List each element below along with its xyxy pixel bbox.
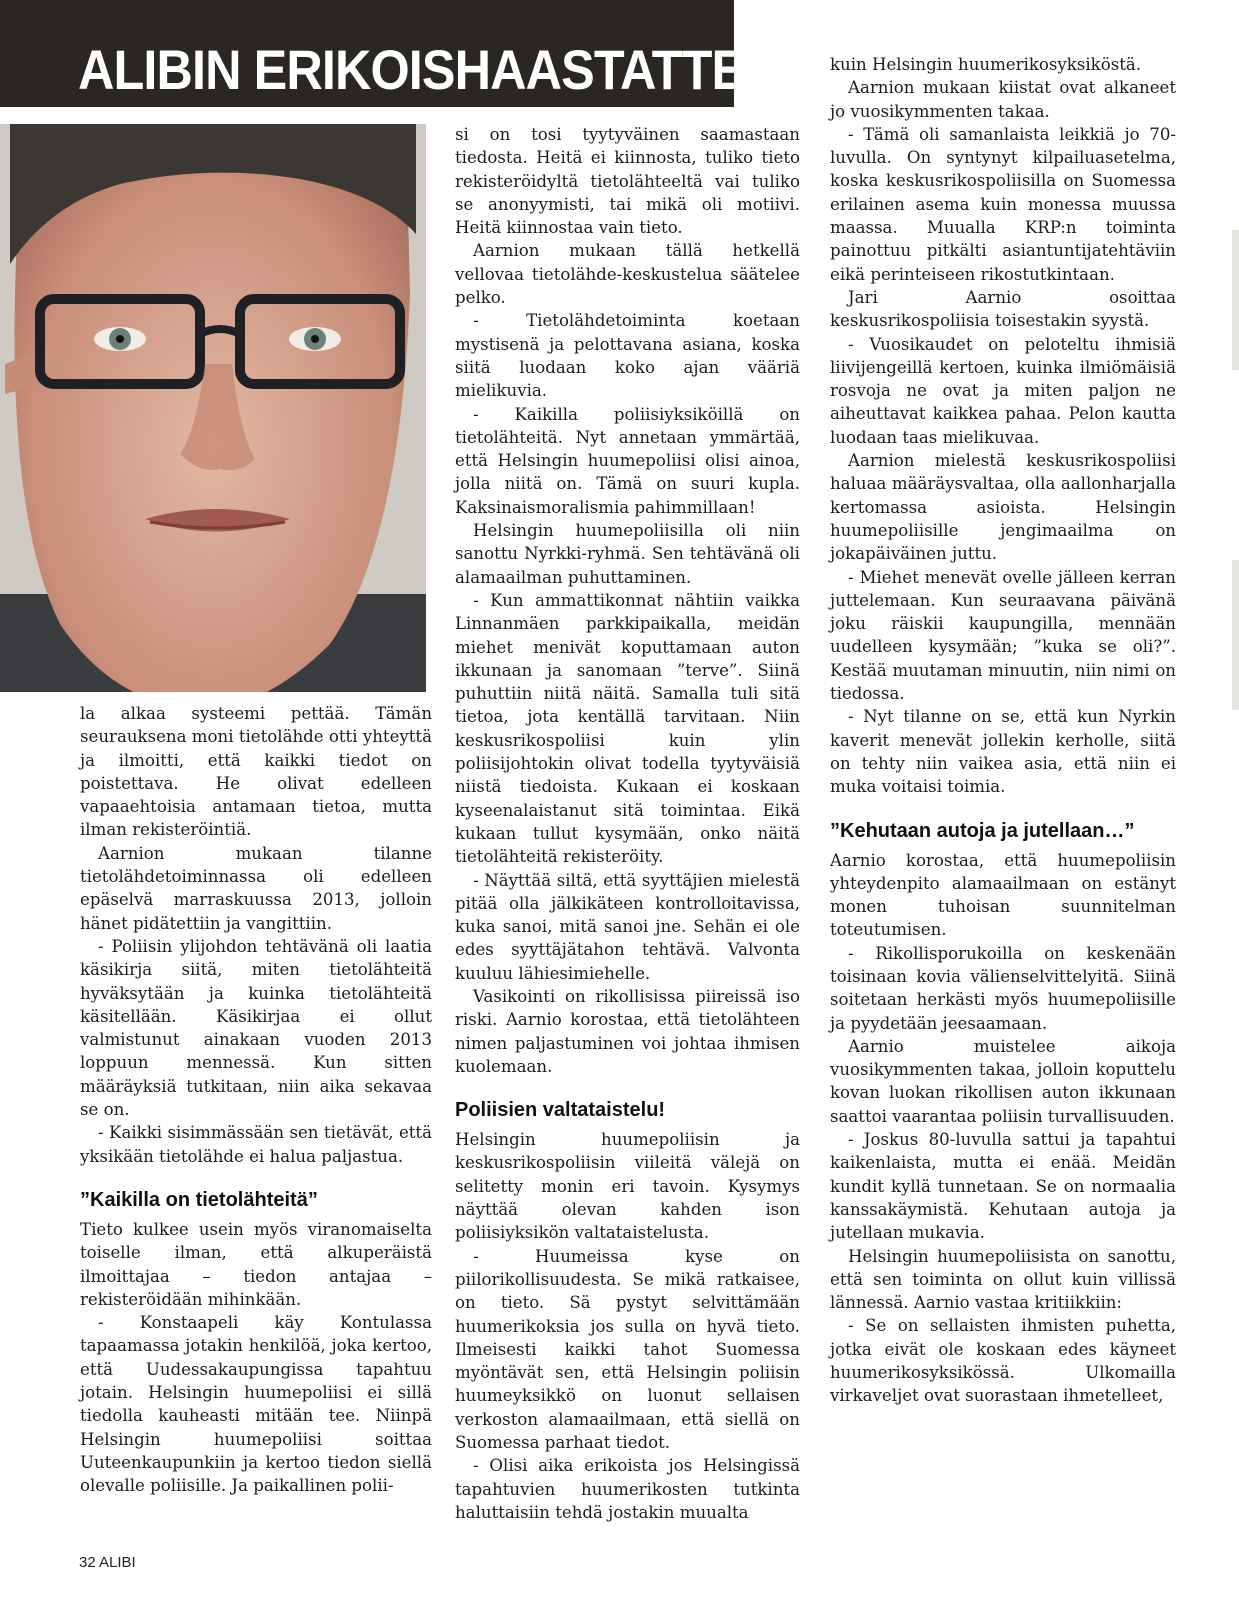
paragraph: - Näyttää siltä, että syyttäjien mielestä pitää olla jälkikäteen kontrolloitavissa, kuka sanoi, mitä sanoi jne. Sehän ei ole edes syyttäjätahon tehtävä. Valvonta kuuluu lähiesimiehelle. [455, 870, 800, 983]
paragraph: - Huumeissa kyse on piilorikollisuudesta. Se mikä ratkaisee, on tieto. Sä pystyt selvittämään huumerikoksia jos sulla on hyvä tieto. Ilmeisesti kaikki tahot Suomessa myöntävät sen, että Helsingin poliisin huumeyksikkö on luonut sellaisen verkoston alamaailmaan, että siellä on Suomessa parhaat tiedot. [455, 1246, 800, 1453]
paragraph: - Nyt tilanne on se, että kun Nyrkin kaverit menevät jollekin kerholle, siitä on tehty niin vaikea asia, että niin ei muka voitaisi toimia. [830, 707, 1176, 797]
paragraph: - Miehet menevät ovelle jälleen kerran juttelemaan. Kun seuraavana päivänä joku räiskii kaupungilla, mennään uudelleen kysymään; ”kuka se oli?”. Kestää muutaman minuutin, niin nimi on tiedossa. [830, 567, 1176, 704]
paragraph: Aarnion mukaan kiistat ovat alkaneet jo vuosikymmenten takaa. [830, 78, 1176, 121]
paragraph: Aarnion mielestä keskusrikospoliisi haluaa määräysvaltaa, olla aallonharjalla kertomassa asioista. Helsingin huumepoliisille jengimaailma on jokapäiväinen juttu. [830, 451, 1176, 564]
page-edge-strip [1232, 560, 1239, 710]
paragraph: - Kaikilla poliisiyksiköillä on tietolähteitä. Nyt annetaan ymmärtää, että Helsingin huumepoliisi olisi ainoa, jolla niitä on. Tämä on suuri kupla. Kaksinaismoralismia pahimmillaan! [455, 404, 800, 517]
subheading: ”Kaikilla on tietolähteitä” [80, 1188, 318, 1211]
paragraph: - Kun ammattikonnat nähtiin vaikka Linnanmäen parkkipaikalla, meidän miehet menivät koputtamaan auton ikkunaan ja sanomaan ”terve”. Siinä puhuttiin niitä näitä. Samalla tuli sitä tietoa, jota kentällä tarvitaan. Niin keskusrikospoliisi kuin ylin poliisijohtokin olivat todella tyytyväisiä niistä tiedoista. Kukaan ei koskaan kyseenalaistanut sitä toimintaa. Eikä kukaan tullut kysymään, onko näitä tietolähteitä rekisteröity. [455, 590, 800, 867]
header-banner [0, 0, 810, 107]
paragraph: Aarnion mukaan tällä hetkellä vellovaa tietolähde-keskustelua säätelee pelko. [455, 241, 800, 308]
paragraph: Jari Aarnio osoittaa keskusrikospoliisia toisestakin syystä. [830, 287, 1176, 331]
paragraph: - Kaikki sisimmässään sen tietävät, että yksikään tietolähde ei halua paljastua. [80, 1123, 432, 1166]
paragraph: - Tietolähdetoiminta koetaan mystisenä ja pelottavana asiana, koska siitä luodaan koko ajan vääriä mielikuvia. [455, 311, 800, 401]
paragraph: - Rikollisporukoilla on keskenään toisinaan kovia välienselvittelyitä. Siinä soitetaan herkästi myös huumepoliisille ja pyydetään jeesaamaan. [830, 943, 1176, 1033]
page-number: 32 ALIBI [79, 1554, 136, 1571]
subheading: Poliisien valtataistelu! [455, 1099, 666, 1122]
paragraph: Vasikointi on rikollisissa piireissä iso riski. Aarnio korostaa, että tietolähteen nimen paljastuminen voi johtaa ihmisen kuolemaan. [455, 986, 800, 1076]
page-edge-strip [1232, 230, 1239, 370]
paragraph: - Poliisin ylijohdon tehtävänä oli laatia käsikirja siitä, miten tietolähteitä hyväksytään ja kuinka tietolähteitä käsitellään. Käsikirjaa ei ollut valmistunut ainakaan vuoden 2013 loppuun mennessä. Kun sitten määräyksiä tutkitaan, niin aika sekavaa se on. [80, 936, 432, 1120]
paragraph: - Joskus 80-luvulla sattui ja tapahtui kaikenlaista, mutta ei enää. Meidän kundit kyllä tunnetaan. Se on normaalia kanssakäymistä. Kehutaan autoja ja jutellaan mukavia. [830, 1130, 1176, 1243]
subheading: ”Kehutaan autoja ja jutellaan…” [830, 819, 1135, 842]
paragraph: kuin Helsingin huumerikosyksiköstä. [830, 55, 1142, 74]
paragraph: - Se on sellaisten ihmisten puhetta, jotka eivät ole koskaan edes käyneet huumerikosyksikössä. Ulkomailla virkaveljet ovat suorastaan ihmetelleet, [830, 1316, 1176, 1406]
paragraph: Aarnion mukaan tilanne tietolähdetoiminnassa oli edelleen epäselvä marraskuussa 2013, jolloin hänet pidätettiin ja vangittiin. [80, 843, 432, 933]
paragraph: Aarnio korostaa, että huumepoliisin yhteydenpito alamaailmaan on estänyt monen tuhoisan suunnitelman toteutumisen. [830, 850, 1176, 940]
paragraph: Tieto kulkee usein myös viranomaiselta toiselle ilman, että alkuperäistä ilmoittajaa – tiedon antajaa – rekisteröidään mihinkään. [80, 1219, 432, 1309]
paragraph: la alkaa systeemi pettää. Tämän seurauksena moni tietolähde otti yhteyttä ja ilmoitti, että kaikki tiedot on poistettava. He olivat edelleen vapaaehtoisia antamaan tietoa, mutta ilman rekisteröintiä. [80, 704, 432, 840]
paragraph: Helsingin huumepoliisista on sanottu, että sen toiminta on ollut kuin villissä lännessä. Aarnio vastaa kritiikkiin: [830, 1246, 1176, 1313]
article-column-2 [455, 123, 800, 1524]
paragraph: Aarnio muistelee aikoja vuosikymmenten takaa, jolloin koputtelu kovan luokan rikollisen auton ikkunaan saattoi vaarantaa poliisin turvallisuuden. [830, 1036, 1176, 1126]
paragraph: Helsingin huumepoliisin ja keskusrikospoliisin viileitä välejä on selitetty monin eri tavoin. Kysymys näyttää olevan kahden ison poliisiyksikön valtataistelusta. [455, 1130, 800, 1243]
paragraph: - Vuosikaudet on peloteltu ihmisiä liivijengeillä kertoen, kuinka ilmiömäisiä rosvoja ne ovat ja miten paljon ne aiheuttavat kaikkea pahaa. Pelon kautta luodaan taas mielikuvaa. [830, 334, 1176, 447]
paragraph: Helsingin huumepoliisilla oli niin sanottu Nyrkki-ryhmä. Sen tehtävänä oli alamaailman puhuttaminen. [455, 521, 800, 587]
portrait-illustration [0, 124, 426, 692]
paragraph: si on tosi tyytyväinen saamastaan tiedosta. Heitä ei kiinnosta, tuliko tieto rekisteröidyltä tietolähteeltä vai tuliko se anonyymisti, tai mikä oli motiivi. Heitä kiinnostaa vain tieto. [455, 125, 800, 238]
article-column-1 [80, 702, 432, 1498]
portrait-photo [0, 124, 426, 692]
paragraph: - Tämä oli samanlaista leikkiä jo 70-luvulla. On syntynyt kilpailuasetelma, koska keskusrikospoliisilla on Suomessa erilainen asema kuin monessa muussa maassa. Muualla KRP:n toiminta painottuu pitkälti asiantuntijatehtäviin eikä perinteiseen rikostutkintaan. [830, 124, 1176, 284]
paragraph: - Olisi aika erikoista jos Helsingissä tapahtuvien huumerikosten tutkinta haluttaisiin tehdä jostakin muualta [455, 1456, 800, 1522]
article-column-3 [830, 53, 1176, 1408]
page-title: ALIBIN ERIKOISHAASTATTELU [78, 38, 810, 101]
paragraph: - Konstaapeli käy Kontulassa tapaamassa jotakin henkilöä, joka kertoo, että Uudessakaupungissa tapahtuu jotain. Helsingin huumepoliisi ei sillä tiedolla kauheasti mitään tee. Niinpä Helsingin huumepoliisi soittaa Uuteenkaupunkiin ja kertoo tiedon siellä olevalle poliisille. Ja paikallinen polii- [80, 1313, 432, 1496]
